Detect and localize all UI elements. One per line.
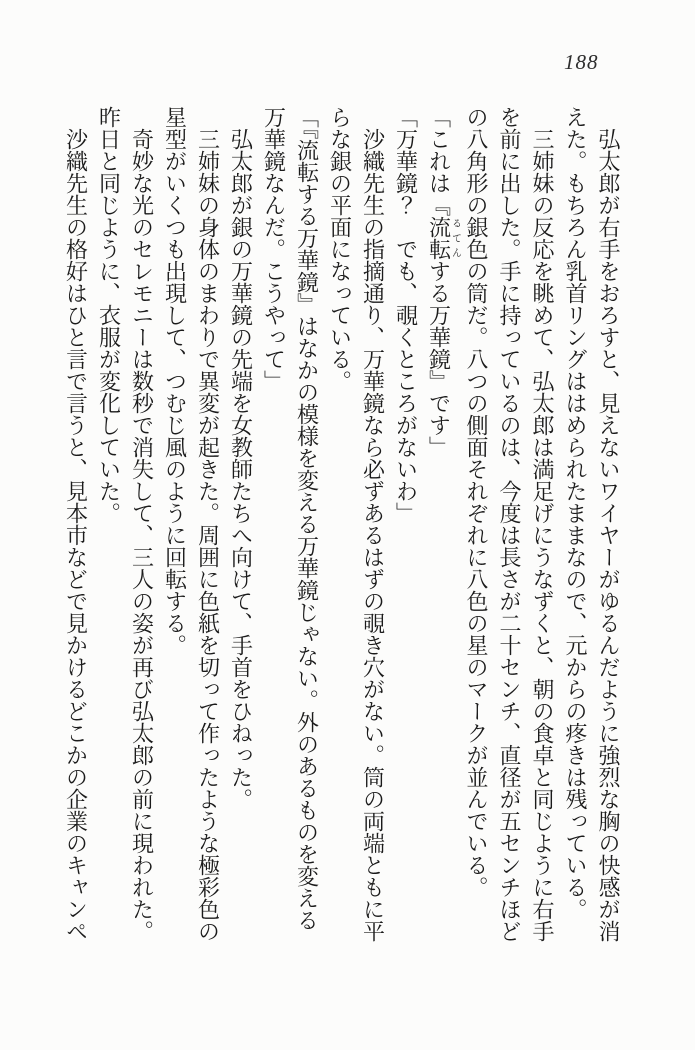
text-block (60, 106, 626, 948)
page-number: 188 (564, 50, 599, 74)
text-line: 「これは『流転るてんする万華鏡』です」 (426, 106, 461, 458)
text-line: 「万華鏡？ でも、覗くところがないわ」 (393, 106, 419, 524)
text-line: らな銀の平面になっている。 (327, 106, 353, 392)
text-line: 昨日と同じように、衣服が変化していた。 (96, 106, 122, 524)
text-line: 三姉妹の身体のまわりで異変が起きた。周囲に色紙を切って作ったような極彩色の (195, 106, 221, 942)
text-line: 沙織先生の指摘通り、万華鏡なら必ずあるはずの覗き穴がない。筒の両端ともに平 (360, 106, 386, 942)
text-line: 三姉妹の反応を眺めて、弘太郎は満足げにうなずくと、朝の食卓と同じように右手 (530, 106, 555, 942)
text-line: を前に出した。手に持っているのは、今度は長さが二十センチ、直径が五センチほど (497, 106, 522, 942)
text-line: えた。もちろん乳首リングははめられたままなので、元からの疼きは残っている。 (563, 106, 588, 920)
text-line: 沙織先生の格好はひと言で言うと、見本市などで見かけるどこかの企業のキャンペ (63, 106, 89, 942)
text-line: 星型がいくつも出現して、つむじ風のように回転する。 (162, 106, 188, 656)
text-line: 「『流転する万華鏡』はなかの模様を変える万華鏡じゃない。外のあるものを変える (294, 106, 320, 931)
text-line: 弘太郎が右手をおろすと、見えないワイヤーがゆるんだように強烈な胸の快感が消 (596, 106, 621, 942)
text-line: 万華鏡なんだ。こうやって」 (261, 106, 287, 392)
furigana-annotated-word: 流転るてん (426, 216, 461, 260)
text-line: 奇妙な光のセレモニーは数秒で消失して、三人の姿が再び弘太郎の前に現われた。 (129, 106, 155, 942)
text-line: 弘太郎が銀の万華鏡の先端を女教師たちへ向けて、手首をひねった。 (228, 106, 254, 810)
text-line: の八角形の銀色の筒だ。八つの側面それぞれに八色の星のマークが並んでいる。 (464, 106, 489, 898)
